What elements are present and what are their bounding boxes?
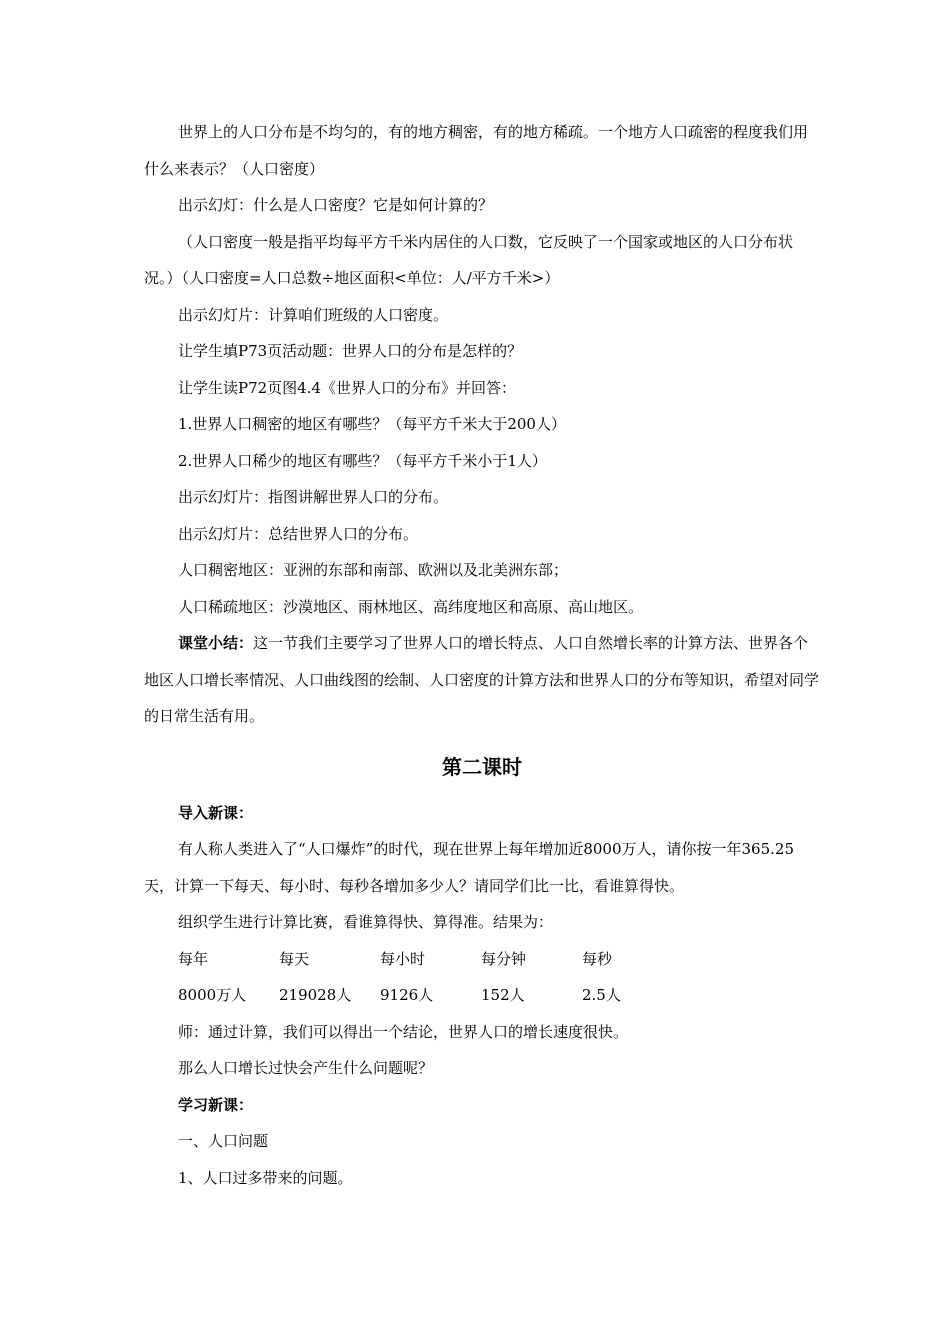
outline-item: 1、人口过多带来的问题。: [178, 1168, 353, 1187]
paragraph: 让学生读P72页图4.4《世界人口的分布》并回答：: [178, 378, 517, 397]
paragraph: 出示幻灯：什么是人口密度？它是如何计算的？: [178, 196, 494, 214]
stats-value: 8000万人: [178, 986, 247, 1004]
stats-value: 9126人: [380, 986, 434, 1004]
summary-paragraph: [144, 625, 820, 735]
paragraph: 2.世界人口稀少的地区有哪些？（每平方千米小于1人）: [178, 451, 547, 470]
new-lesson-heading: 学习新课：: [178, 1095, 254, 1114]
paragraph: 出示幻灯片：计算咱们班级的人口密度。: [178, 305, 449, 324]
paragraph: （人口密度一般是指平均每平方千米内居住的人口数，它反映了一个国家或地区的人口分布状况。）（人口密度=人口总数÷地区面积<单位：人/平方千米>）: [144, 232, 794, 287]
stats-header-row: [144, 941, 820, 978]
stats-header: 每分钟: [481, 949, 527, 968]
stats-value: 152人: [481, 986, 525, 1004]
stats-header: 每年: [178, 949, 209, 968]
stats-value: 219028人: [279, 986, 352, 1004]
stats-value: 2.5人: [582, 986, 621, 1004]
summary-label: 课堂小结：: [178, 634, 254, 652]
summary-text: 这一节我们主要学习了世界人口的增长特点、人口自然增长率的计算方法、世界各个地区人口增长率情况、人口曲线图的绘制、人口密度的计算方法和世界人口的分布等知识，希望对同学的日常生活有用。: [144, 634, 820, 725]
paragraph: 组织学生进行计算比赛，看谁算得快、算得准。结果为：: [178, 913, 554, 931]
paragraph: 1.世界人口稠密的地区有哪些？（每平方千米大于200人）: [178, 415, 566, 433]
paragraph: 那么人口增长过快会产生什么问题呢？: [178, 1059, 434, 1077]
lesson-title: 第二课时: [442, 754, 522, 779]
paragraph: 出示幻灯片：指图讲解世界人口的分布。: [178, 488, 449, 506]
paragraph: 让学生填P73页活动题：世界人口的分布是怎样的？: [178, 342, 523, 360]
outline-item: 一、人口问题: [178, 1132, 269, 1150]
paragraph: 人口稠密地区：亚洲的东部和南部、欧洲以及北美洲东部；: [178, 561, 569, 579]
stats-header: 每秒: [582, 949, 613, 968]
document-body: [144, 114, 820, 1196]
stats-header: 每小时: [380, 949, 426, 968]
stats-value-row: [144, 977, 820, 1014]
paragraph: 出示幻灯片：总结世界人口的分布。: [178, 524, 419, 543]
paragraph: 人口稀疏地区：沙漠地区、雨林地区、高纬度地区和高原、高山地区。: [178, 597, 644, 616]
intro-heading: 导入新课：: [178, 803, 254, 822]
stats-header: 每天: [279, 949, 310, 968]
paragraph: 有人称人类进入了“人口爆炸”的时代，现在世界上每年增加近8000万人，请你按一年365.25天，计算一下每天、每小时、每秒各增加多少人？请同学们比一比，看谁算得快。: [144, 840, 794, 895]
paragraph: 师：通过计算，我们可以得出一个结论，世界人口的增长速度很快。: [178, 1022, 629, 1041]
paragraph: 世界上的人口分布是不均匀的，有的地方稠密，有的地方稀疏。一个地方人口疏密的程度我们用什么来表示？（人口密度）: [144, 123, 809, 178]
